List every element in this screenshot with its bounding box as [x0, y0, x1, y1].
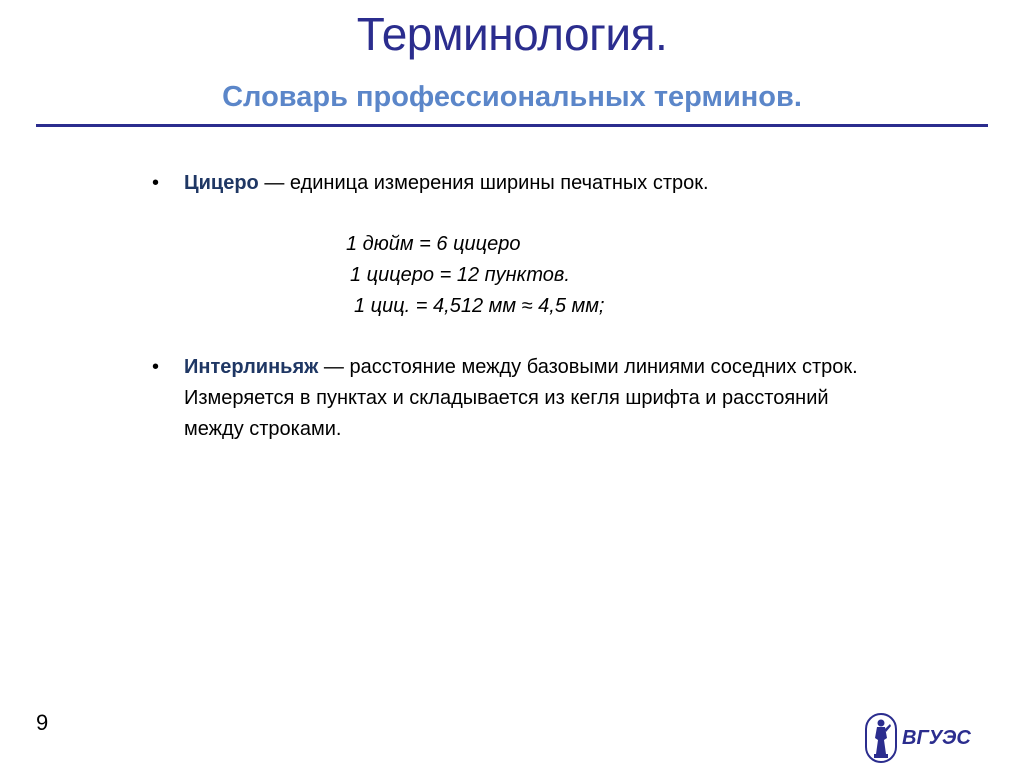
formula-line: 1 циц. = 4,512 мм ≈ 4,5 мм; — [354, 295, 605, 317]
term-interlinyazh: Интерлиньяж — [184, 356, 319, 378]
slide-title: Терминология. — [356, 8, 668, 60]
term-cicero: Цицеро — [184, 172, 259, 194]
list-item-interlinyazh — [184, 352, 884, 445]
logo-text: ВГУЭС — [902, 727, 971, 749]
statue-emblem-icon — [866, 714, 896, 762]
page-number: 9 — [36, 710, 49, 735]
bullet-marker: • — [152, 356, 160, 378]
definition-interlinyazh: — расстояние между базовыми линиями соседних строк. Измеряется в пунктах и складывается из кегля шрифта и расстояний между строками. — [184, 356, 858, 440]
slide-subtitle: Словарь профессиональных терминов. — [222, 81, 802, 113]
formula-line: 1 цицеро = 12 пунктов. — [350, 264, 570, 286]
list-item-cicero — [184, 168, 924, 199]
title-divider — [36, 124, 988, 127]
university-logo — [864, 712, 988, 764]
bullet-marker: • — [152, 172, 160, 194]
definition-cicero: — единица измерения ширины печатных строк. — [258, 172, 709, 194]
formula-line: 1 дюйм = 6 цицеро — [346, 233, 521, 255]
